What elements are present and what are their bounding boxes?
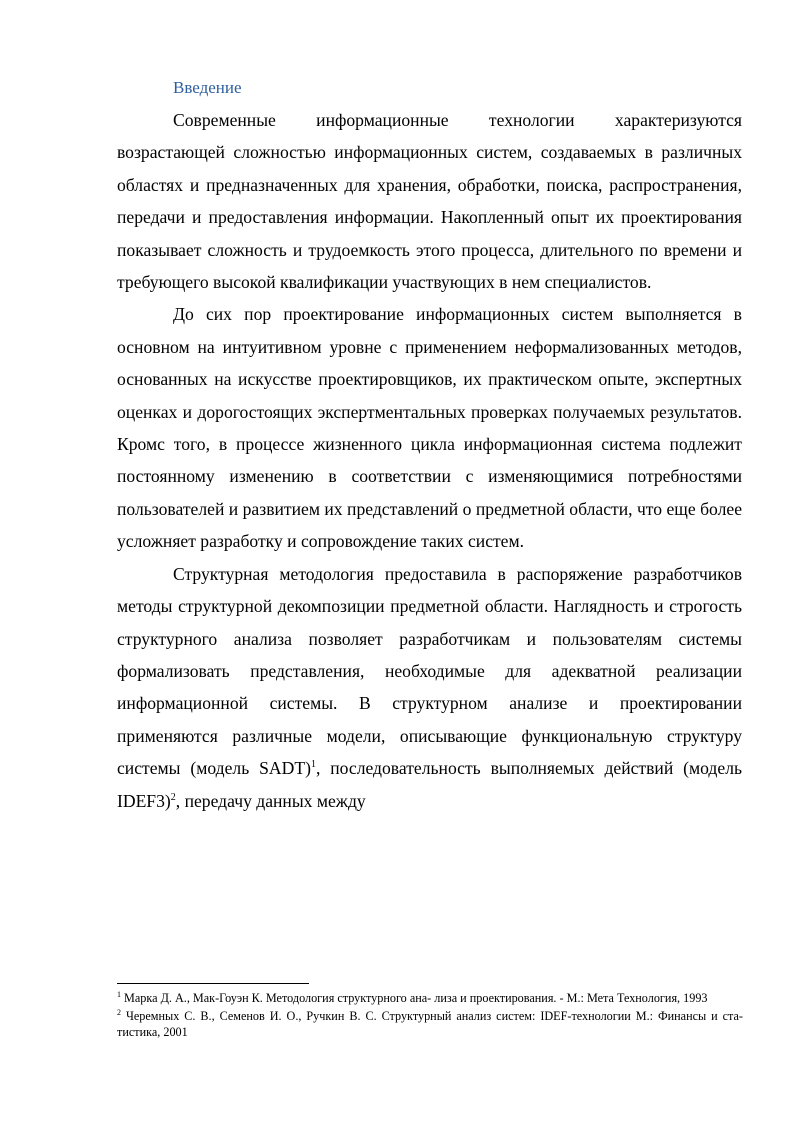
footnotes xyxy=(117,990,743,1040)
paragraph-3-part-2: , последовательность выполняемых действий (модель IDEF3) xyxy=(117,758,742,811)
section-heading: Введение xyxy=(173,78,242,97)
paragraph-3-part-3: , передачу данных между xyxy=(175,790,366,811)
footnote-mark-1: 1 xyxy=(117,990,121,999)
footnote-text-1: Марка Д. А., Мак-Гоуэн К. Методология структурного ана- лиза и проектирования. - М.: Мета Технология, 1993 xyxy=(121,991,708,1005)
paragraph-1: Современные информационные технологии характеризуются возрастающей сложностью информационных систем, создаваемых в различных областях и предназначенных для хранения, обработки, поиска, распространения, передачи и предоставления информации. Накопленный опыт их проектирования показывает сложность и трудоемкость этого процесса, длительного по времени и требующего высокой квалификации участвующих в нем специалистов. xyxy=(117,110,742,293)
paragraph-3 xyxy=(117,558,742,817)
footnote-mark-2: 2 xyxy=(117,1008,121,1017)
footnote-1 xyxy=(117,990,743,1006)
footnote-ref-2[interactable]: 2 xyxy=(170,791,176,803)
footnote-ref-1[interactable]: 1 xyxy=(310,759,316,771)
paragraph-3-part-1: Структурная методология предоставила в распоряжение разработчиков методы структурной декомпозиции предметной области. Наглядность и строгость структурного анализа позволяет разработчикам и пользователям системы формализовать представления, необходимые для адекватной реализации информационной системы. В структурном анализе и проектировании применяются различные модели, описывающие функциональную структуру системы (модель SADT) xyxy=(117,563,742,779)
body-text xyxy=(117,104,742,817)
footnote-2 xyxy=(117,1008,743,1040)
footnote-separator xyxy=(117,983,309,984)
paragraph-2: До сих пор проектирование информационных систем выполняется в основном на интуитивном уровне с применением неформализованных методов, основанных на искусстве проектировщиков, их практическом опыте, экспертных оценках и дорогостоящих экспертментальных проверках получаемых результатов. Кромс того, в процессе жизненного цикла информационная система подлежит постоянному изменению в соответствии с изменяющимися потребностями пользователей и развитием их представлений о предметной области, что еще более усложняет разработку и сопровождение таких систем. xyxy=(117,304,742,552)
footnote-text-2: Черемных С. В., Семенов И. О., Ручкин В. С. Структурный анализ систем: IDEF-технологии М.: Финансы и ста- тистика, 2001 xyxy=(117,1009,743,1039)
